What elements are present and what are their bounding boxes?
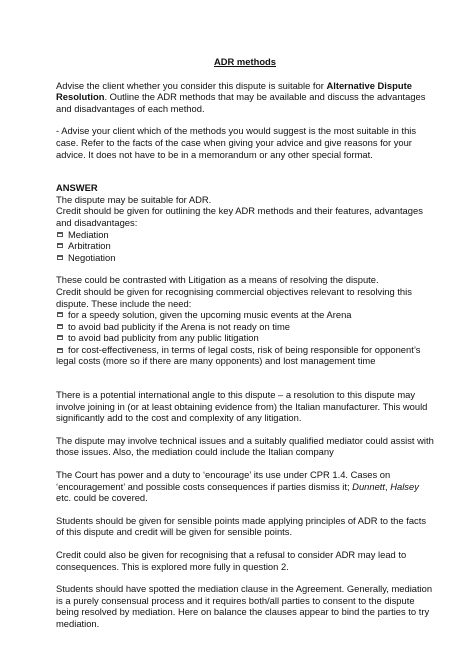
method-label: Negotiation xyxy=(68,251,116,263)
case-name: Halsey xyxy=(390,480,419,492)
recognition-line: Credit should be given for recognising commercial objectives relevant to resolving this dispute. These include the need: xyxy=(56,285,412,309)
answer-heading: ANSWER xyxy=(56,182,98,194)
separator: , xyxy=(385,480,391,492)
technical-paragraph: The dispute may involve technical issues and a suitably qualified mediator could assist with those issues. Also, the mediation could include the Italian company xyxy=(56,434,434,458)
clause-paragraph: Students should have spotted the mediation clause in the Agreement. Generally, mediation is a purely consensual process and it requires both/all parties to consent to the dispute being resolved by mediation. Here on balance the clauses appear to bind the parties to try mediation. xyxy=(56,583,433,629)
court-text: etc. could be covered. xyxy=(56,492,148,504)
bullet-icon xyxy=(57,348,63,353)
question-text: Advise the client whether you consider this dispute is suitable for xyxy=(56,79,327,91)
question-paragraph-1 xyxy=(56,80,434,115)
bullet-icon xyxy=(57,243,63,248)
question-paragraph-2: - Advise your client which of the methods you would suggest is the most suitable in this case. Refer to the facts of the case when giving your advice and give reasons for your advice. It does not have to be in a memorandum or any other special format. xyxy=(56,125,417,160)
need-text: for a speedy solution, given the upcoming music events at the Arena xyxy=(68,309,352,321)
international-paragraph: There is a potential international angle to this dispute – a resolution to this dispute may involve joining in (or at least obtaining evidence from) the Italian manufacturer. This would significantly add to the cost and complexity of any litigation. xyxy=(56,389,428,424)
answer-line: Credit should be given for outlining the key ADR methods and their features, advantages and disadvantages: xyxy=(56,205,423,228)
need-text: for cost-effectiveness, in terms of legal costs, risk of being responsible for opponent’s legal costs (more so if there are many opponents) and lost management time xyxy=(56,343,421,367)
bullet-icon xyxy=(57,312,63,317)
question-bold-term: Alternative Dispute Resolution xyxy=(56,79,412,103)
answer-line: The dispute may be suitable for ADR. xyxy=(56,193,212,205)
court-text: The Court has power and a duty to ‘encourage’ its use under CPR 1.4. Cases on ‘encouragement’ and possible costs consequences if parties dismiss it; xyxy=(56,469,391,492)
need-item xyxy=(56,332,434,344)
need-item xyxy=(56,321,434,333)
page-title: ADR methods xyxy=(214,56,276,67)
method-item xyxy=(56,252,434,264)
bullet-icon xyxy=(57,255,63,260)
method-item xyxy=(56,229,434,241)
students-paragraph: Students should be given for sensible points made applying principles of ADR to the facts of this dispute and credit will be given for sensible points. xyxy=(56,514,427,538)
court-paragraph xyxy=(56,469,434,504)
need-text: to avoid bad publicity if the Arena is not ready on time xyxy=(68,320,291,332)
need-item xyxy=(56,344,434,367)
bullet-icon xyxy=(57,232,63,237)
bullet-icon xyxy=(57,324,63,329)
method-label: Mediation xyxy=(68,228,109,240)
bullet-icon xyxy=(57,335,63,340)
method-item xyxy=(56,240,434,252)
refusal-paragraph: Credit could also be given for recognising that a refusal to consider ADR may lead to consequences. This is explored more fully in question 2. xyxy=(56,549,407,572)
question-text: . Outline the ADR methods that may be available and discuss the advantages and disadvantages of each method. xyxy=(56,91,426,114)
case-name: Dunnett xyxy=(352,480,386,492)
need-item xyxy=(56,309,434,321)
method-label: Arbitration xyxy=(68,240,111,252)
need-text: to avoid bad publicity from any public litigation xyxy=(68,332,259,344)
contrast-line: These could be contrasted with Litigation as a means of resolving the dispute. xyxy=(56,274,379,286)
